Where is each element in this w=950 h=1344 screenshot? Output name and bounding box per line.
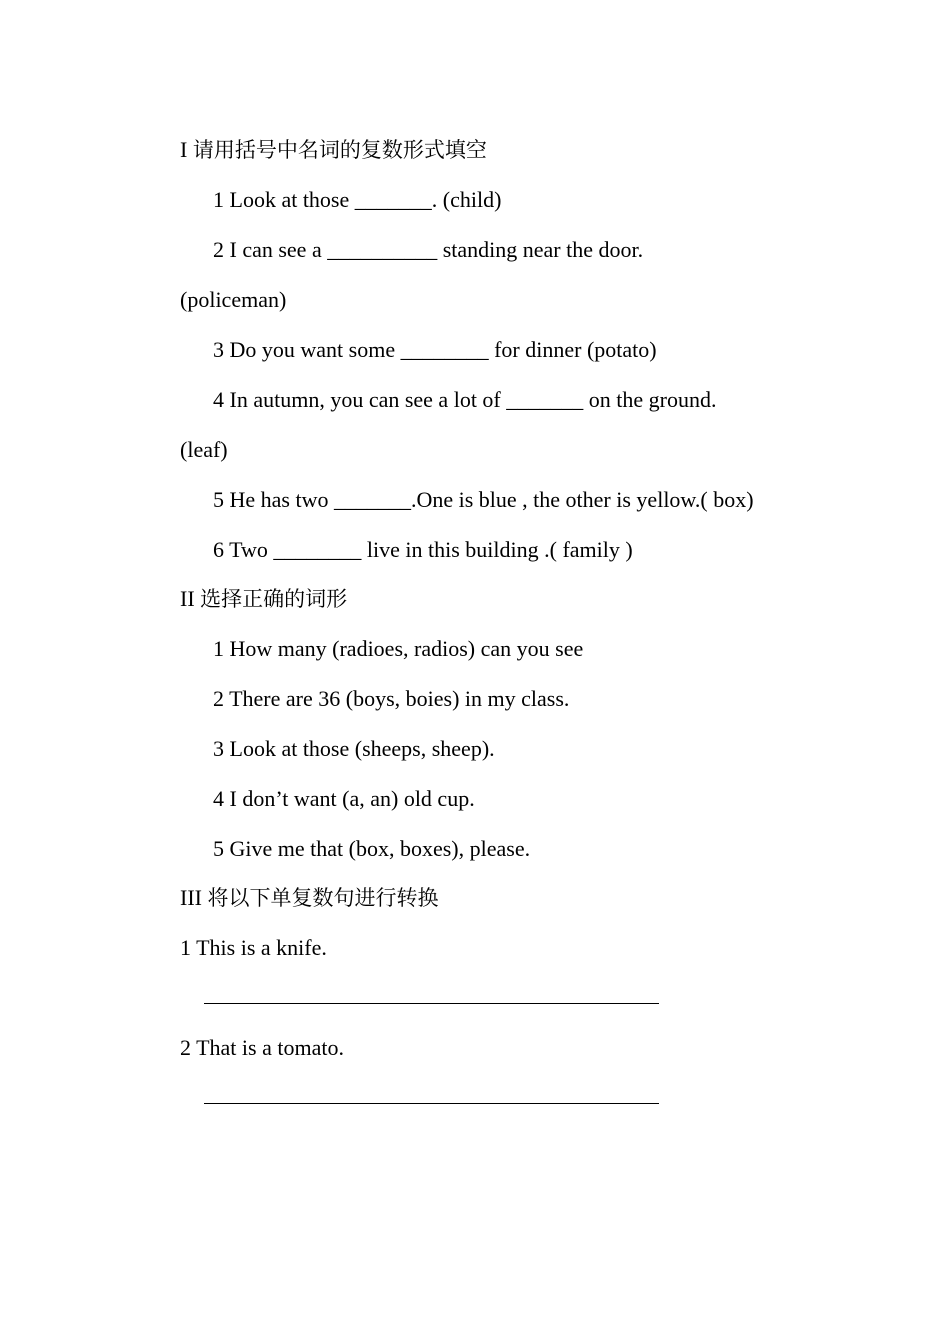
section-1-title: 请用括号中名词的复数形式填空 [192, 138, 487, 162]
section-3-item: 1 This is a knife. [180, 935, 327, 960]
section-1-heading [180, 136, 487, 164]
section-2-item: 2 There are 36 (boys, boies) in my class. [213, 686, 570, 711]
answer-line [204, 1103, 659, 1104]
section-1-item: 5 He has two _______.One is blue , the other is yellow.( box) [213, 487, 754, 512]
section-1-item: 6 Two ________ live in this building .( family ) [213, 537, 633, 562]
section-2-item: 5 Give me that (box, boxes), please. [213, 836, 531, 861]
section-2-item: 3 Look at those (sheeps, sheep). [213, 736, 495, 761]
answer-line [204, 1003, 659, 1004]
section-1-item: 3 Do you want some ________ for dinner (potato) [213, 337, 657, 362]
section-3-title: 将以下单复数句进行转换 [207, 886, 439, 910]
section-1-item: 4 In autumn, you can see a lot of _______ on the ground. [213, 387, 717, 412]
section-1-item: 2 I can see a __________ standing near the door. [213, 237, 644, 262]
section-2-item: 4 I don’t want (a, an) old cup. [213, 786, 475, 811]
section-3-item: 2 That is a tomato. [180, 1035, 344, 1060]
section-2-heading [180, 585, 347, 613]
section-1-number: I [180, 137, 188, 162]
section-2-number: II [180, 586, 195, 611]
section-1-item: 1 Look at those _______. (child) [213, 187, 502, 212]
section-2-title: 选择正确的词形 [200, 587, 348, 611]
section-1-item-continuation: (policeman) [180, 287, 287, 312]
section-2-item: 1 How many (radioes, radios) can you see [213, 636, 584, 661]
section-3-heading [180, 884, 438, 912]
section-1-item-continuation: (leaf) [180, 437, 228, 462]
section-3-number: III [180, 885, 202, 910]
